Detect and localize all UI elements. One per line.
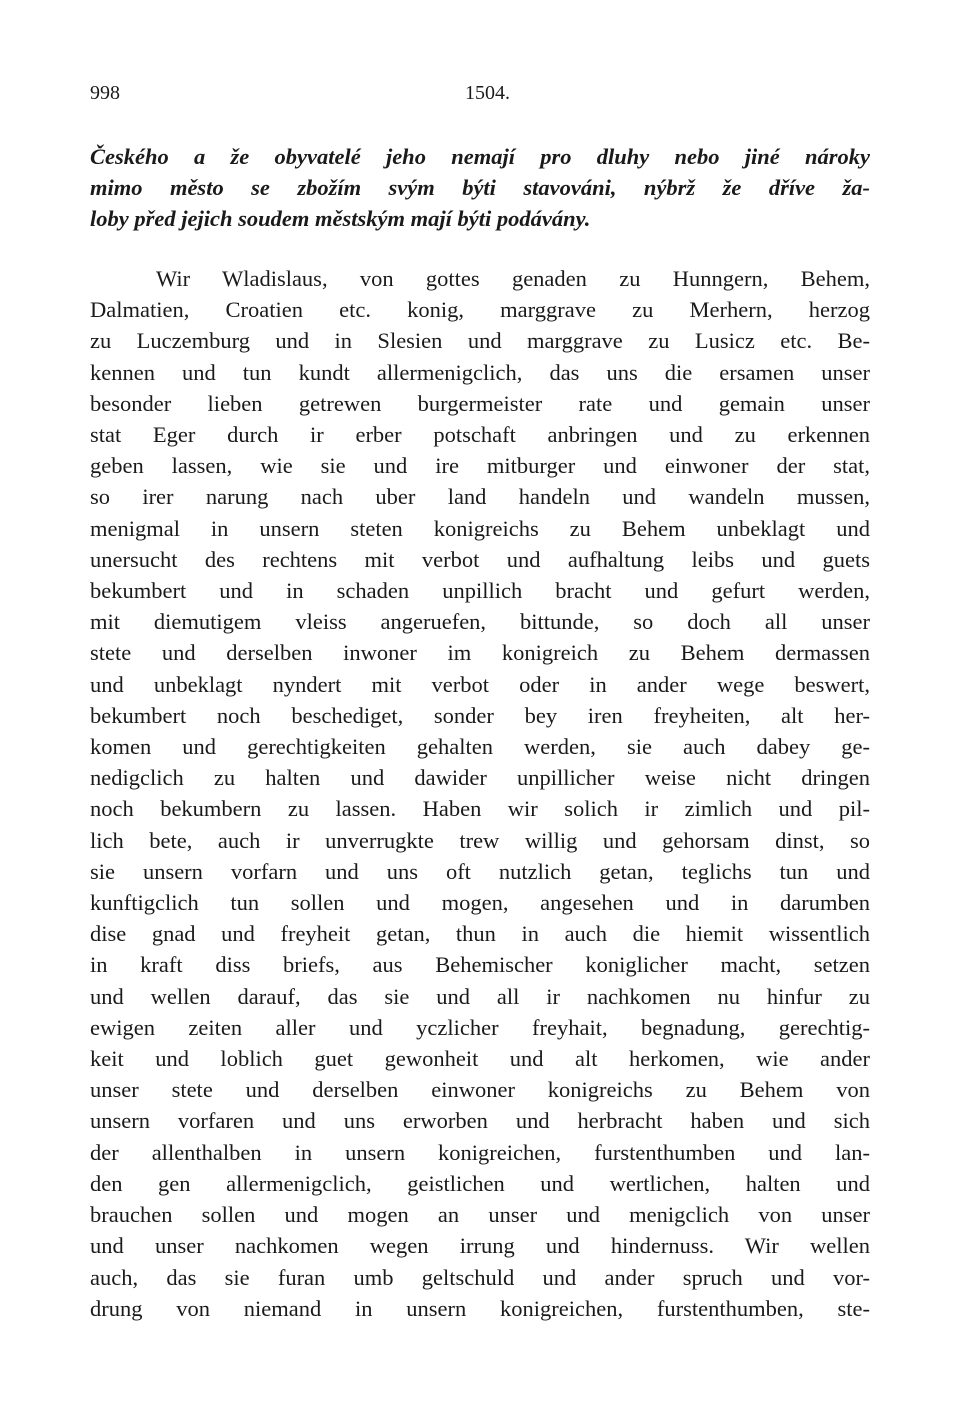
- text-line: zu Luczemburg und in Slesien und marggrave zu Lusicz etc. Be-: [90, 328, 870, 354]
- text-line: unersucht des rechtens mit verbot und aufhaltung leibs und guets: [90, 546, 870, 572]
- text-line: drung von niemand in unsern konigreichen, furstenthumben, ste-: [90, 1295, 870, 1321]
- document-summary-heading: [90, 141, 870, 234]
- text-line: stat Eger durch ir erber potschaft anbringen und zu erkennen: [90, 422, 870, 448]
- text-line: noch bekumbern zu lassen. Haben wir solich ir zimlich und pil-: [90, 796, 870, 822]
- text-line: stete und derselben inwoner im konigreich zu Behem dermassen: [90, 640, 870, 666]
- text-line: in kraft diss briefs, aus Behemischer koniglicher macht, setzen: [90, 952, 870, 978]
- text-line: keit und loblich guet gewonheit und alt herkomen, wie ander: [90, 1046, 870, 1072]
- document-page: [90, 0, 870, 1405]
- text-line: besonder lieben getrewen burgermeister rate und gemain unser: [90, 390, 870, 416]
- text-line: brauchen sollen und mogen an unser und menigclich von unser: [90, 1202, 870, 1228]
- text-line: bekumbert und in schaden unpillich bracht und gefurt werden,: [90, 578, 870, 604]
- text-line: menigmal in unsern steten konigreichs zu Behem unbeklagt und: [90, 515, 870, 541]
- text-line: Dalmatien, Croatien etc. konig, marggrave zu Merhern, herzog: [90, 297, 870, 323]
- page-year: 1504.: [465, 82, 510, 104]
- page-number: 998: [90, 82, 120, 104]
- text-line: mit diemutigem vleiss angeruefen, bittunde, so doch all unser: [90, 609, 870, 635]
- text-line: unsern vorfaren und uns erworben und herbracht haben und sich: [90, 1108, 870, 1134]
- text-line: nedigclich zu halten und dawider unpillicher weise nicht dringen: [90, 765, 870, 791]
- text-line: auch, das sie furan umb geltschuld und ander spruch und vor-: [90, 1264, 870, 1290]
- text-line: sie unsern vorfarn und uns oft nutzlich getan, teglichs tun und: [90, 858, 870, 884]
- text-line: der allenthalben in unsern konigreichen, furstenthumben und lan-: [90, 1139, 870, 1165]
- text-line: bekumbert noch beschediget, sonder bey iren freyheiten, alt her-: [90, 702, 870, 728]
- text-line: und unser nachkomen wegen irrung und hindernuss. Wir wellen: [90, 1233, 870, 1259]
- heading-line: loby před jejich soudem městským mají býti podávány.: [90, 206, 591, 231]
- heading-line: mimo město se zbožím svým býti stavováni, nýbrž že dříve ža-: [90, 175, 870, 200]
- text-line: dise gnad und freyheit getan, thun in auch die hiemit wissentlich: [90, 921, 870, 947]
- text-line: komen und gerechtigkeiten gehalten werden, sie auch dabey ge-: [90, 734, 870, 760]
- text-line: lich bete, auch ir unverrugkte trew willig und gehorsam dinst, so: [90, 827, 870, 853]
- text-line: ewigen zeiten aller und yczlicher freyhait, begnadung, gerechtig-: [90, 1014, 870, 1040]
- text-line: den gen allermenigclich, geistlichen und wertlichen, halten und: [90, 1170, 870, 1196]
- text-line: unser stete und derselben einwoner konigreichs zu Behem von: [90, 1077, 870, 1103]
- text-line: so irer narung nach uber land handeln und wandeln mussen,: [90, 484, 870, 510]
- text-line: Wir Wladislaus, von gottes genaden zu Hunngern, Behem,: [156, 266, 870, 291]
- charter-text: [90, 263, 870, 1324]
- heading-line: Českého a že obyvatelé jeho nemají pro dluhy nebo jiné nároky: [90, 144, 870, 169]
- text-line: kunftigclich tun sollen und mogen, angesehen und in darumben: [90, 890, 870, 916]
- page-header: [90, 82, 870, 112]
- text-line: geben lassen, wie sie und ire mitburger und einwoner der stat,: [90, 453, 870, 479]
- text-line: und wellen darauf, das sie und all ir nachkomen nu hinfur zu: [90, 983, 870, 1009]
- text-line: und unbeklagt nyndert mit verbot oder in ander wege beswert,: [90, 671, 870, 697]
- text-line: kennen und tun kundt allermenigclich, das uns die ersamen unser: [90, 359, 870, 385]
